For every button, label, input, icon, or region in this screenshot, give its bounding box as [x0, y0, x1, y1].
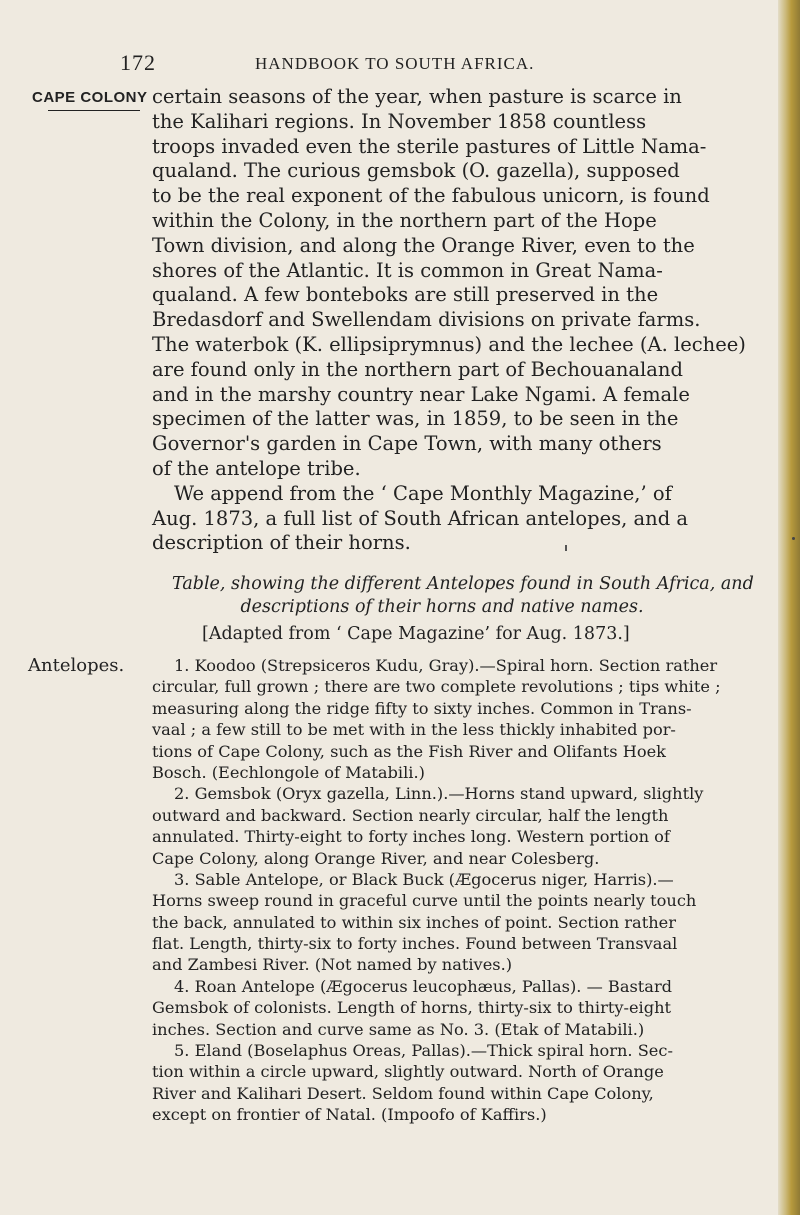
list-item-line: measuring along the ridge fifty to sixty inches. Common in Trans- — [152, 698, 692, 718]
caption-line: descriptions of their horns and native names. — [240, 597, 644, 617]
text-line: troops invaded even the sterile pastures of Little Nama- — [152, 134, 707, 158]
running-title: HANDBOOK TO SOUTH AFRICA. — [255, 54, 535, 73]
list-item-line: River and Kalihari Desert. Seldom found within Cape Colony, — [152, 1083, 654, 1103]
text-line: The waterbok (K. ellipsiprymnus) and the lechee (A. lechee) — [152, 332, 746, 356]
text-line: Bredasdorf and Swellendam divisions on private farms. — [152, 308, 701, 332]
ink-mark — [565, 545, 567, 551]
page-number: 172 — [120, 50, 156, 75]
text-line: to be the real exponent of the fabulous unicorn, is found — [152, 184, 710, 208]
list-item-line: Horns sweep round in graceful curve until the points nearly touch — [152, 891, 697, 911]
text-line: qualand. The curious gemsbok (O. gazella), supposed — [152, 159, 680, 183]
list-item: 3. Sable Antelope, or Black Buck (Ægocerus niger, Harris).— — [174, 869, 674, 889]
list-item-line: tion within a circle upward, slightly outward. North of Orange — [152, 1062, 664, 1082]
text-line: Aug. 1873, a full list of South African antelopes, and a — [152, 506, 689, 530]
text-line: of the antelope tribe. — [152, 456, 361, 480]
list-item-line: and Zambesi River. (Not named by natives.) — [152, 955, 513, 975]
list-item-line: tions of Cape Colony, such as the Fish River and Olifants Hoek — [152, 741, 666, 761]
list-item: 1. Koodoo (Strepsiceros Kudu, Gray).—Spiral horn. Section rather — [174, 656, 718, 675]
table-caption — [172, 573, 754, 619]
caption-line: Table, showing the different Antelopes found in South Africa, and — [172, 574, 754, 594]
list-item-line: inches. Section and curve same as No. 3. (Etak of Matabili.) — [152, 1019, 645, 1039]
margin-section-heading: CAPE COLONY — [32, 89, 148, 106]
list-item: 2. Gemsbok (Oryx gazella, Linn.).—Horns stand upward, slightly — [174, 784, 704, 804]
list-item-line: flat. Length, thirty-six to forty inches. Found between Transvaal — [152, 934, 678, 954]
list-item-line: Cape Colony, along Orange River, and near Colesberg. — [152, 848, 600, 868]
list-item-line: outward and backward. Section nearly circular, half the length — [152, 805, 669, 825]
list-item-line: circular, full grown ; there are two complete revolutions ; tips white ; — [152, 677, 721, 697]
text-line: Town division, and along the Orange River, even to the — [152, 233, 695, 257]
text-line: and in the marshy country near Lake Ngami. A female — [152, 382, 690, 406]
text-line: description of their horns. — [152, 531, 411, 555]
page-header — [120, 50, 680, 80]
text-line: qualand. A few bonteboks are still preserved in the — [152, 283, 659, 307]
text-line: We append from the ‘ Cape Monthly Magazine,’ of — [174, 481, 672, 505]
list-item: 5. Eland (Boselaphus Oreas, Pallas).—Thick spiral horn. Sec- — [174, 1041, 673, 1061]
list-item-line: Gemsbok of colonists. Length of horns, thirty-six to thirty-eight — [152, 998, 672, 1018]
margin-rule — [48, 110, 140, 111]
list-item-line: vaal ; a few still to be met with in the less thickly inhabited por- — [152, 720, 676, 740]
text-line: Governor's garden in Cape Town, with many others — [152, 432, 662, 456]
list-item: 4. Roan Antelope (Ægocerus leucophæus, Pallas). — Bastard — [174, 976, 673, 996]
body-paragraph — [152, 85, 746, 556]
text-line: specimen of the latter was, in 1859, to be seen in the — [152, 407, 679, 431]
text-line: shores of the Atlantic. It is common in Great Nama- — [152, 258, 663, 282]
text-line: the Kalihari regions. In November 1858 countless — [152, 109, 647, 133]
text-line: are found only in the northern part of Bechouanaland — [152, 357, 683, 381]
source-note: [Adapted from ‘ Cape Magazine’ for Aug. 1873.] — [202, 624, 630, 644]
text-line: within the Colony, in the northern part of the Hope — [152, 208, 657, 232]
ink-mark — [792, 537, 795, 540]
list-item-line: except on frontier of Natal. (Impoofo of Kaffirs.) — [152, 1105, 547, 1125]
text-line: certain seasons of the year, when pasture is scarce in — [152, 85, 682, 108]
page-edge — [778, 0, 800, 1215]
list-item-line: the back, annulated to within six inches of point. Section rather — [152, 912, 676, 932]
margin-side-label: Antelopes. — [28, 655, 125, 676]
antelope-list — [152, 655, 732, 1126]
list-item-line: Bosch. (Eechlongole of Matabili.) — [152, 762, 425, 782]
list-item-line: annulated. Thirty-eight to forty inches long. Western portion of — [152, 827, 670, 847]
